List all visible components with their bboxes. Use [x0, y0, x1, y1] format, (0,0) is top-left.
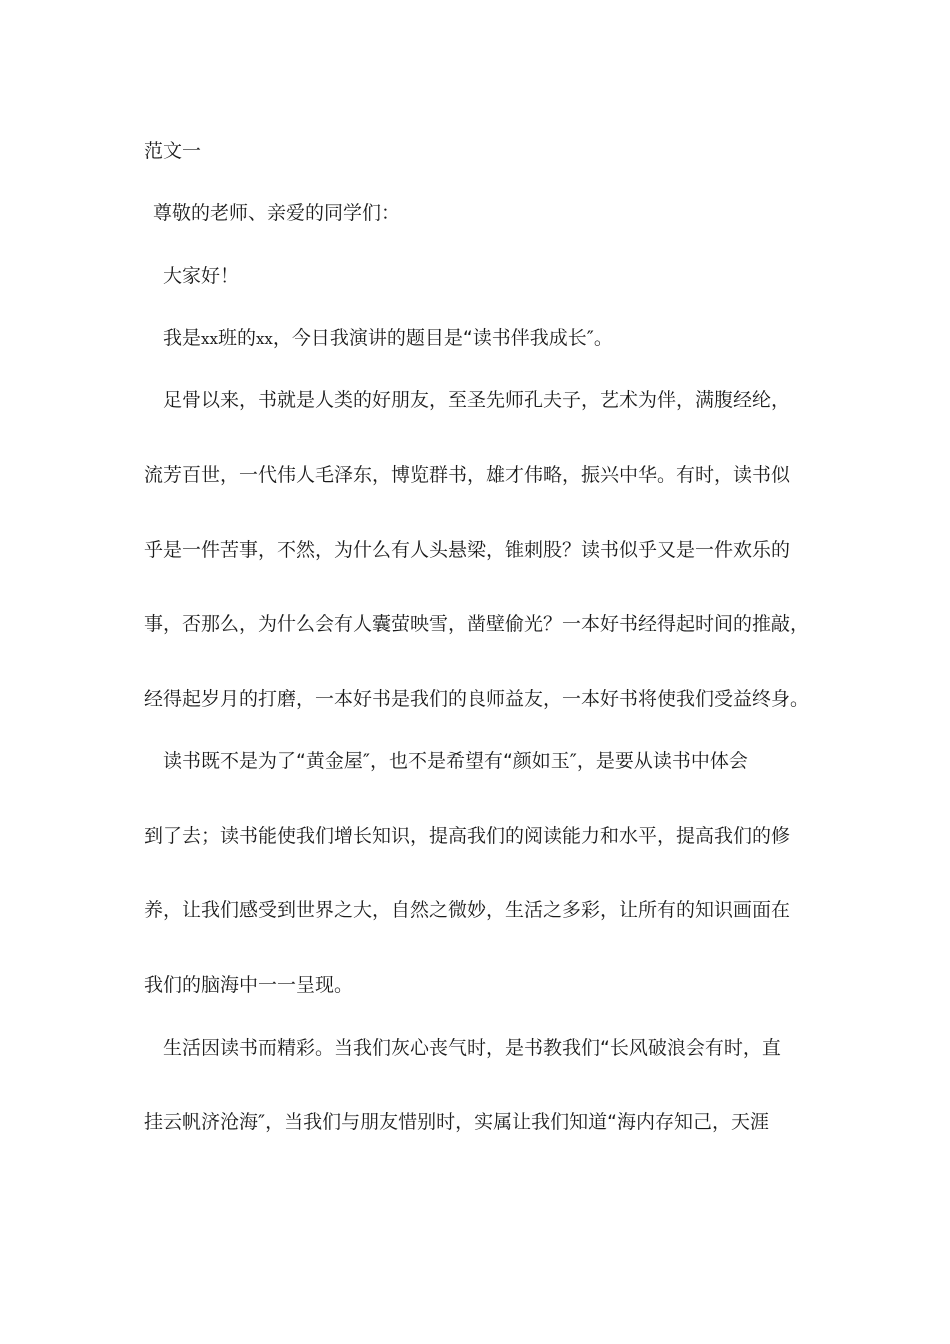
paragraph1-line: 乎是一件苦事，不然，为什么有人头悬梁，锥刺股？读书似乎又是一件欢乐的	[144, 539, 791, 561]
document-title: 范文一	[144, 140, 202, 162]
salutation: 尊敬的老师、亲爱的同学们：	[153, 202, 401, 224]
paragraph2-line: 养，让我们感受到世界之大，自然之微妙，生活之多彩，让所有的知识画面在	[144, 899, 791, 921]
paragraph2-line: 我们的脑海中一一呈现。	[144, 974, 354, 996]
paragraph2-line: 读书既不是为了“黄金屋″，也不是希望有“颜如玉″，是要从读书中体会	[163, 750, 748, 772]
intro-suffix: ，今日我演讲的题目是“读书伴我成长″。	[272, 327, 613, 349]
intro-mid: 班的	[217, 327, 256, 349]
greeting: 大家好！	[163, 265, 240, 287]
intro-prefix: 我是	[163, 327, 202, 349]
class-placeholder: xx	[201, 330, 218, 348]
intro-line	[163, 326, 810, 351]
paragraph2-line: 到了去；读书能使我们增长知识，提高我们的阅读能力和水平，提高我们的修	[144, 825, 791, 847]
paragraph1-line: 事，否那么，为什么会有人囊萤映雪，凿壁偷光？一本好书经得起时间的推敲，	[144, 613, 810, 635]
name-placeholder: xx	[255, 330, 273, 348]
paragraph1-line: 流芳百世，一代伟人毛泽东，博览群书，雄才伟略，振兴中华。有时，读书似	[144, 464, 791, 486]
paragraph3-line: 挂云帆济沧海″，当我们与朋友惜别时，实属让我们知道“海内存知己，天涯	[144, 1111, 769, 1133]
paragraph1-line: 经得起岁月的打磨，一本好书是我们的良师益友，一本好书将使我们受益终身。	[144, 688, 810, 710]
paragraph3-line: 生活因读书而精彩。当我们灰心丧气时，是书教我们“长风破浪会有时，直	[163, 1037, 781, 1059]
paragraph1-line: 足骨以来，书就是人类的好朋友，至圣先师孔夫子，艺术为伴，满腹经纶，	[163, 389, 791, 411]
